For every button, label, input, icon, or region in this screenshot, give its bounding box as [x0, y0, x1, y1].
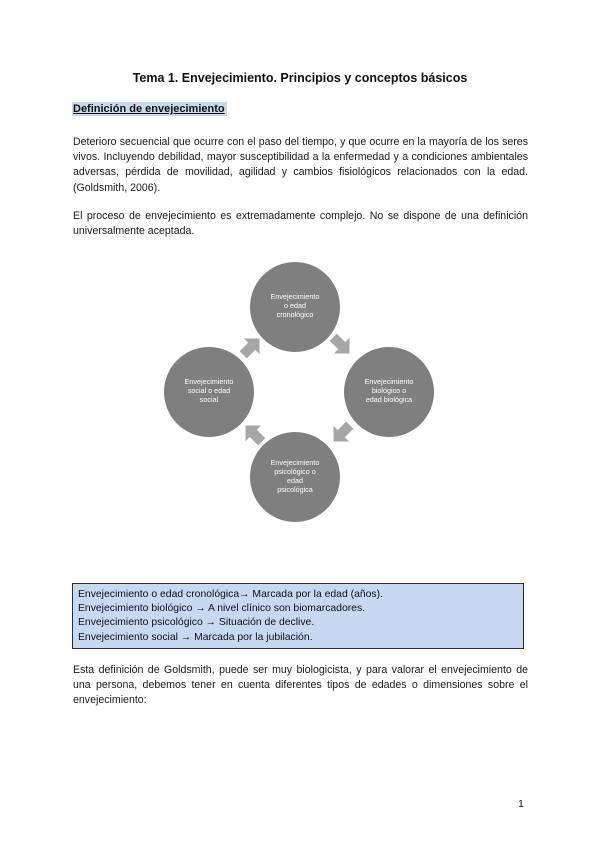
summary-line-social: Envejecimiento social → Marcada por la jubilación.: [78, 631, 313, 643]
page-title: Tema 1. Envejecimiento. Principios y conceptos básicos: [132, 71, 468, 85]
node-social-line-2: social o edad: [187, 386, 231, 395]
aging-cycle-diagram: [150, 250, 450, 530]
node-psicologico-line-1: Envejecimiento: [270, 458, 320, 467]
node-cronologico: [250, 262, 340, 352]
summary-line-psicologico: Envejecimiento psicológico → Situación de declive.: [78, 617, 315, 629]
paragraph-complexity: El proceso de envejecimiento es extremadamente complejo. No se dispone de una definición universalmente aceptada.: [73, 210, 528, 238]
node-cronologico-line-2: o edad: [284, 301, 306, 310]
node-psicologico: [250, 432, 340, 522]
node-cronologico-line-1: Envejecimiento: [270, 292, 320, 301]
paragraph-definition: Deterioro secuencial que ocurre con el paso del tiempo, y que ocurre en la mayoría de los seres vivos. Incluyendo debilidad, mayor susceptibilidad a la enfermedad y a condiciones ambientales adversas, pérdida de movilidad, agilidad y cambios fisiológicos relacionados con la edad. (Goldsmith, 2006).: [73, 136, 528, 194]
node-social: [164, 347, 254, 437]
summary-line-biologico: Envejecimiento biológico → A nivel clínico son biomarcadores.: [78, 603, 366, 615]
arrow-bottom-right-icon: [326, 417, 358, 449]
summary-box: [72, 583, 524, 649]
section-heading: Definición de envejecimiento: [73, 103, 225, 115]
page-number: 1: [518, 798, 524, 810]
node-psicologico-line-3: edad: [287, 476, 303, 485]
node-psicologico-line-2: psicológico o: [274, 467, 316, 476]
node-biologico: [344, 347, 434, 437]
paragraph-goldsmith: Esta definición de Goldsmith, puede ser muy biologicista, y para valorar el envejecimiento de una persona, debemos tener en cuenta diferentes tipos de edades o dimensiones sobre el envejecimiento:: [73, 664, 528, 707]
node-cronologico-line-3: cronológico: [276, 310, 314, 319]
node-biologico-line-1: Envejecimiento: [364, 377, 414, 386]
node-psicologico-line-4: psicológica: [277, 485, 313, 494]
node-biologico-line-2: biológico o: [371, 386, 407, 395]
node-social-line-1: Envejecimiento: [184, 377, 234, 386]
node-social-line-3: social: [199, 395, 219, 404]
node-biologico-line-3: edad biológica: [365, 395, 413, 404]
summary-line-cronologico: Envejecimiento o edad cronológica→ Marcada por la edad (años).: [78, 589, 383, 600]
